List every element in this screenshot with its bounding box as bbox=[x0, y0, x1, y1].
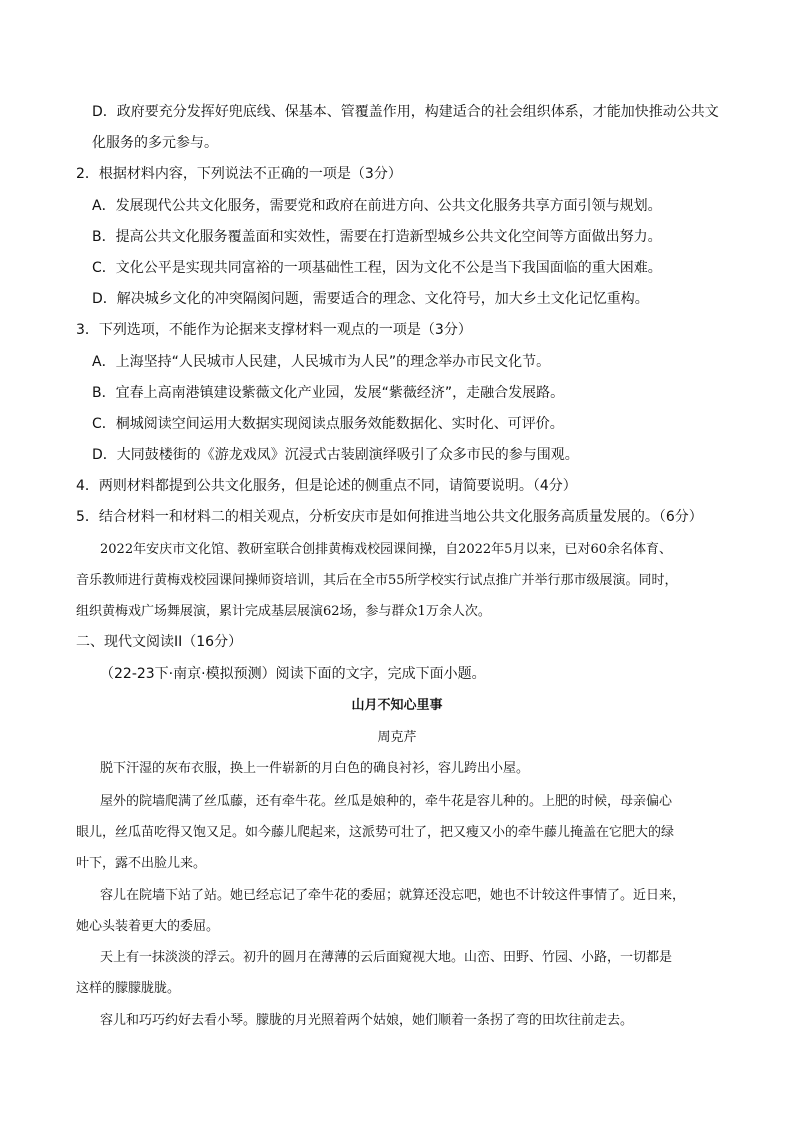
article-paragraph-4-line1: 天上有一抹淡淡的浮云。初升的圆月在薄薄的云后面窥视大地。山峦、田野、竹园、小路，一切都是 bbox=[100, 950, 673, 965]
q3-option-b: B．宜春上高南港镇建设紫薇文化产业园，发展“紫薇经济”，走融合发展路。 bbox=[92, 385, 565, 401]
article-paragraph-5: 容儿和巧巧约好去看小琴。朦胧的月光照着两个姑娘，她们顺着一条拐了弯的田坎往前走去。 bbox=[100, 1013, 634, 1028]
q2-option-a: A．发展现代公共文化服务，需要党和政府在前进方向、公共文化服务共享方面引领与规划。 bbox=[92, 198, 662, 214]
q2-option-b: B．提高公共文化服务覆盖面和实效性，需要在打造新型城乡公共文化空间等方面做出努力。 bbox=[92, 229, 662, 245]
option-d-q1: D．政府要充分发挥好兜底线、保基本、管覆盖作用，构建适合的社会组织体系，才能加快推动公共文 bbox=[92, 104, 719, 120]
q2-option-c: C．文化公平是实现共同富裕的一项基础性工程，因为文化不公是当下我国面临的重大困难。 bbox=[92, 260, 662, 276]
article-paragraph-2-line2: 眼儿，丝瓜苗吃得又饱又足。如今藤儿爬起来，这派势可壮了，把又瘦又小的牵牛藤儿掩盖在它肥大的绿 bbox=[76, 825, 675, 840]
section-heading: 二、现代文阅读II（16分） bbox=[76, 634, 243, 650]
option-d-q1-cont: 化服务的多元参与。 bbox=[92, 135, 218, 151]
q2-option-d: D．解决城乡文化的冲突隔阂问题，需要适合的理念、文化符号，加大乡土文化记忆重构。 bbox=[92, 291, 649, 307]
article-paragraph-3-line1: 容儿在院墙下站了站。她已经忘记了牵牛花的委屈；就算还没忘吧，她也不计较这件事情了。近日来， bbox=[100, 888, 686, 903]
question-3: 3．下列选项，不能作为论据来支撑材料一观点的一项是（3分） bbox=[76, 322, 472, 338]
q3-option-a: A．上海坚持“人民城市人民建，人民城市为人民”的理念举办市民文化节。 bbox=[92, 354, 551, 370]
q3-option-d: D．大同鼓楼街的《游龙戏凤》沉浸式古装剧演绎吸引了众多市民的参与围观。 bbox=[92, 447, 579, 463]
article-paragraph-4-line2: 这样的朦朦胧胧。 bbox=[76, 981, 181, 996]
article-paragraph-1: 脱下汗湿的灰布衣服，换上一件崭新的月白色的确良衬衫，容儿跨出小屋。 bbox=[100, 761, 530, 776]
material-paragraph-line2: 音乐教师进行黄梅戏校园课间操师资培训，其后在全市55所学校实行试点推广并举行那市级展演。同时， bbox=[76, 573, 678, 588]
question-5: 5．结合材料一和材料二的相关观点，分析安庆市是如何推进当地公共文化服务高质量发展的。（6分） bbox=[76, 509, 703, 525]
article-paragraph-3-line2: 她心头装着更大的委屈。 bbox=[76, 919, 220, 934]
question-4: 4．两则材料都提到公共文化服务，但是论述的侧重点不同，请简要说明。（4分） bbox=[76, 478, 577, 494]
article-author: 周克芹 bbox=[377, 730, 417, 745]
material-paragraph-line1: 2022年安庆市文化馆、教研室联合创排黄梅戏校园课间操，自2022年5月以来，已对60余名体育、 bbox=[100, 542, 672, 557]
reading-instruction: （22-23下·南京·模拟预测）阅读下面的文字，完成下面小题。 bbox=[100, 666, 486, 682]
article-title: 山月不知心里事 bbox=[351, 698, 443, 713]
material-paragraph-line3: 组织黄梅戏广场舞展演，累计完成基层展演62场，参与群众1万余人次。 bbox=[76, 604, 491, 619]
article-paragraph-2-line1: 屋外的院墙爬满了丝瓜藤，还有牵牛花。丝瓜是娘种的，牵牛花是容儿种的。上肥的时候，母亲偏心 bbox=[100, 794, 673, 809]
article-paragraph-2-line3: 叶下，露不出脸儿来。 bbox=[76, 856, 207, 871]
q3-option-c: C．桐城阅读空间运用大数据实现阅读点服务效能数据化、实时化、可评价。 bbox=[92, 416, 564, 432]
question-2: 2．根据材料内容，下列说法不正确的一项是（3分） bbox=[76, 166, 402, 182]
